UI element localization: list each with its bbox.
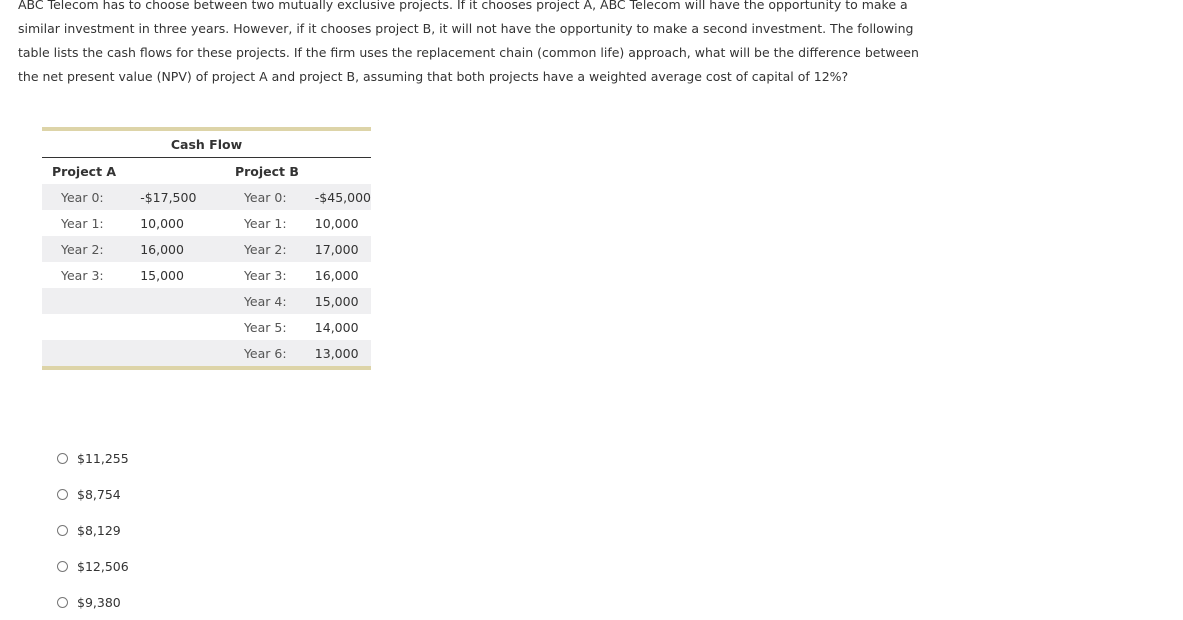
radio-button[interactable] xyxy=(57,453,68,464)
project-b-year: Year 2: xyxy=(226,236,315,262)
radio-button[interactable] xyxy=(57,489,68,500)
table-bottom-rule xyxy=(42,366,371,370)
project-a-year: Year 0: xyxy=(42,184,140,210)
project-b-year: Year 4: xyxy=(226,288,315,314)
answer-option-label: $8,754 xyxy=(77,486,121,502)
answer-option[interactable] xyxy=(57,512,129,548)
project-b-value: -$45,000 xyxy=(315,184,371,210)
table-row xyxy=(42,262,371,288)
table-row xyxy=(42,184,371,210)
project-b-year: Year 6: xyxy=(226,340,315,366)
project-b-year: Year 1: xyxy=(243,215,287,231)
project-b-year: Year 3: xyxy=(243,267,287,283)
project-b-value: 16,000 xyxy=(314,267,359,283)
answer-option[interactable] xyxy=(57,476,129,512)
answer-option[interactable] xyxy=(57,440,129,476)
project-b-year: Year 5: xyxy=(243,319,287,335)
project-b-value: 10,000 xyxy=(314,215,359,231)
project-b-value: 15,000 xyxy=(315,288,371,314)
table-row xyxy=(42,236,371,262)
table-row xyxy=(42,288,371,314)
project-a-year: Year 3: xyxy=(61,267,104,283)
project-a-value: 16,000 xyxy=(140,236,226,262)
answer-option[interactable] xyxy=(57,548,129,584)
project-b-year: Year 0: xyxy=(226,184,315,210)
radio-button[interactable] xyxy=(57,597,68,608)
project-b-value: 14,000 xyxy=(314,319,359,335)
table-row xyxy=(42,340,371,366)
answer-option-label: $8,129 xyxy=(77,522,121,538)
question-text: ABC Telecom has to choose between two mutually exclusive projects. If it chooses project A, ABC Telecom will have the opportunity to make a similar investment in three years. However, if it chooses project B, it will not have the opportunity to make a second investment. The following table lists the cash flows for these projects. If the firm uses the replacement chain (common life) approach, what will be the difference between the net present value (NPV) of project A and project B, assuming that both projects have a weighted average cost of capital of 12%? xyxy=(18,0,919,84)
project-a-value xyxy=(140,340,226,366)
project-a-year: Year 1: xyxy=(61,215,104,231)
project-a-value: 15,000 xyxy=(140,267,184,283)
project-a-year xyxy=(42,340,140,366)
answer-option-label: $9,380 xyxy=(77,594,121,610)
answer-option-label: $11,255 xyxy=(77,450,129,466)
table-row xyxy=(42,314,371,340)
project-a-label: Project A xyxy=(52,163,117,179)
project-a-year xyxy=(42,314,140,340)
project-a-year xyxy=(42,288,140,314)
radio-button[interactable] xyxy=(57,561,68,572)
project-a-value: 10,000 xyxy=(140,215,184,231)
project-b-label: Project B xyxy=(234,163,299,179)
table-row xyxy=(42,210,371,236)
cash-flow-header: Cash Flow xyxy=(42,131,371,158)
project-a-value xyxy=(140,288,226,314)
project-a-value: -$17,500 xyxy=(140,184,226,210)
radio-button[interactable] xyxy=(57,525,68,536)
project-a-year: Year 2: xyxy=(42,236,140,262)
project-b-value: 13,000 xyxy=(315,340,371,366)
project-b-value: 17,000 xyxy=(315,236,371,262)
answer-option[interactable] xyxy=(57,584,129,620)
answer-options xyxy=(57,440,129,620)
project-a-value xyxy=(140,314,226,340)
cash-flow-table xyxy=(42,127,371,370)
answer-option-label: $12,506 xyxy=(77,558,129,574)
